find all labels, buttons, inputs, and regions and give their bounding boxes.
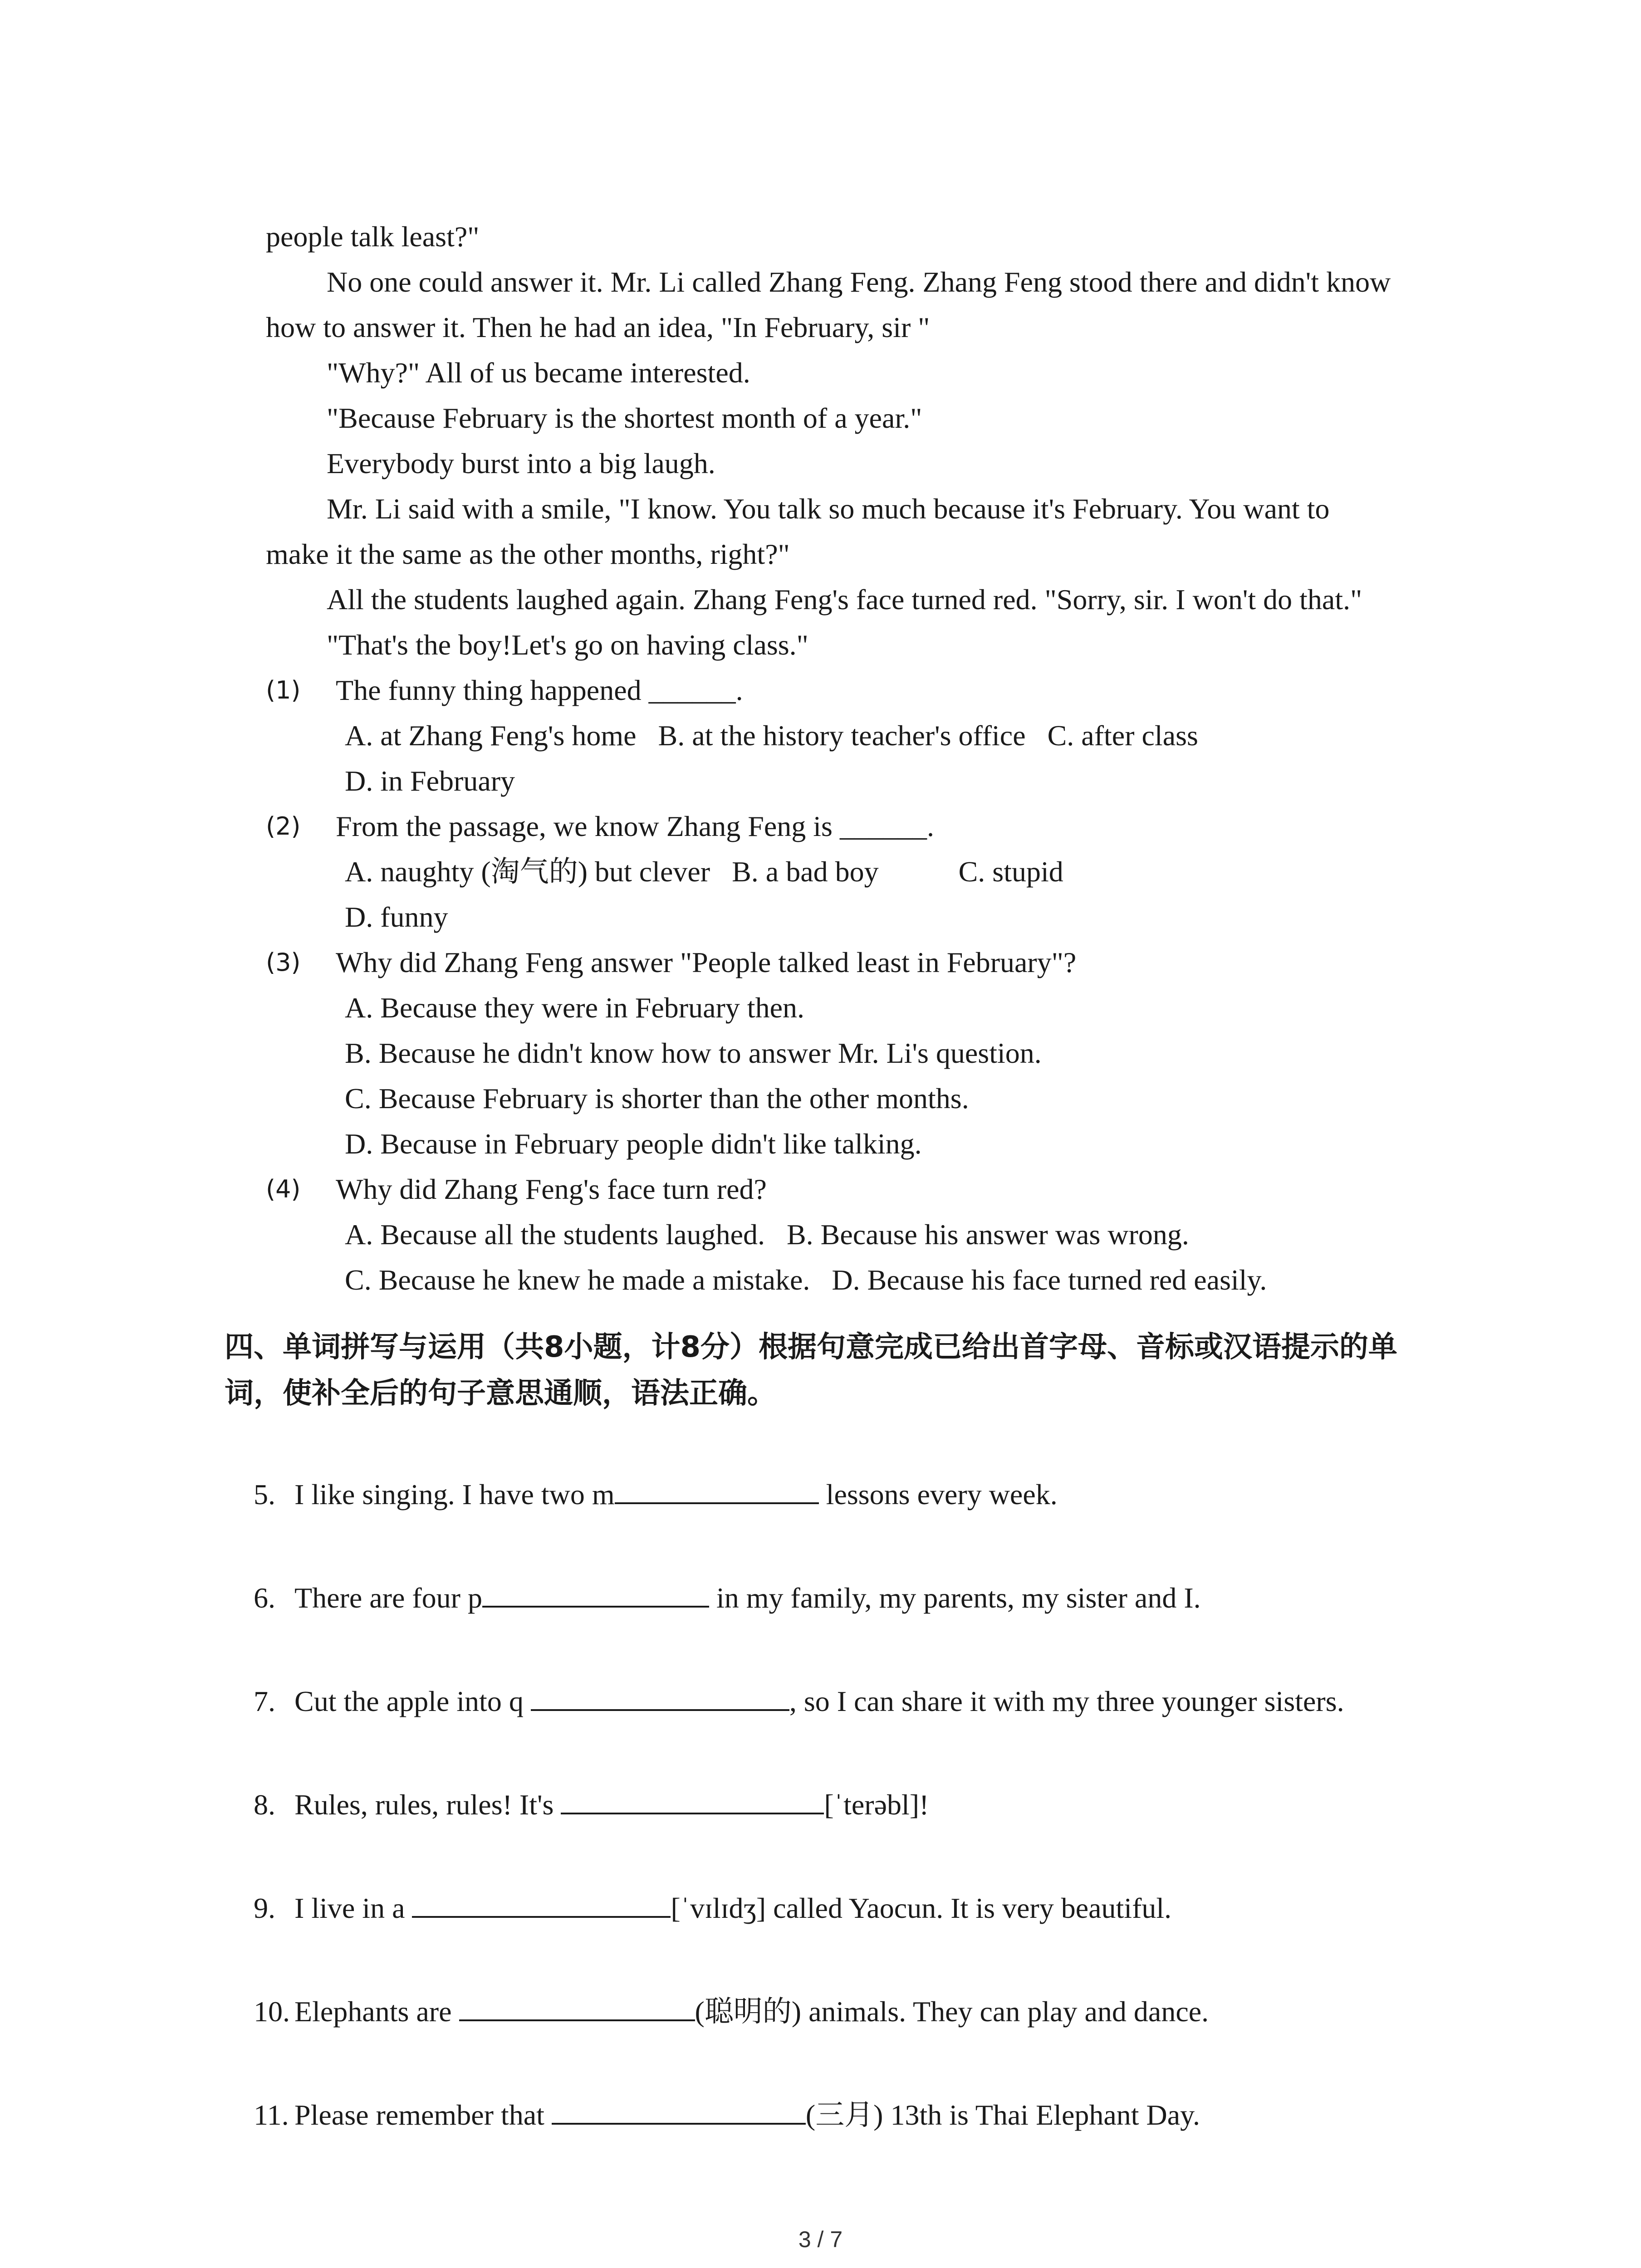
question-options: A. at Zhang Feng's home B. at the history teacher's office C. after class bbox=[345, 719, 1198, 752]
question-options: D. Because in February people didn't like talking. bbox=[345, 1128, 922, 1160]
item-number: 8. bbox=[254, 1789, 275, 1821]
item-number: 5. bbox=[254, 1478, 275, 1510]
item-text-after: (聪明的) animals. They can play and dance. bbox=[695, 1995, 1209, 2028]
item-text-before: I live in a bbox=[294, 1892, 412, 1924]
item-number: 11. bbox=[254, 2099, 289, 2131]
answer-blank[interactable] bbox=[412, 1888, 671, 1918]
item-number: 7. bbox=[254, 1685, 275, 1717]
passage-line: people talk least?" bbox=[266, 220, 480, 253]
item-text-after: lessons every week. bbox=[818, 1478, 1058, 1510]
item-text-after: [ˈvɪlɪdʒ] called Yaocun. It is very beautiful. bbox=[671, 1892, 1172, 1924]
section-heading: 四、单词拼写与运用（共8小题，计8分）根据句意完成已给出首字母、音标或汉语提示的单 bbox=[225, 1330, 1398, 1364]
item-number: 9. bbox=[254, 1892, 275, 1924]
item-text-after: (三月) 13th is Thai Elephant Day. bbox=[805, 2099, 1200, 2131]
passage-line: Mr. Li said with a smile, "I know. You talk so much because it's February. You want to bbox=[327, 493, 1330, 525]
item-text-after: in my family, my parents, my sister and I. bbox=[709, 1582, 1201, 1614]
question-text: Why did Zhang Feng's face turn red? bbox=[336, 1173, 767, 1205]
question-number: (3) bbox=[266, 948, 301, 977]
question-number: (4) bbox=[266, 1175, 301, 1203]
answer-blank[interactable] bbox=[552, 2095, 806, 2125]
question-number: (1) bbox=[266, 676, 301, 704]
item-text-before: There are four p bbox=[294, 1582, 482, 1614]
item-text-after: [ˈterəbl]! bbox=[824, 1789, 929, 1821]
passage-line: All the students laughed again. Zhang Feng's face turned red. "Sorry, sir. I won't do that." bbox=[327, 583, 1362, 616]
item-number: 10. bbox=[254, 1995, 290, 2028]
question-options: D. in February bbox=[345, 765, 515, 797]
passage-line: No one could answer it. Mr. Li called Zhang Feng. Zhang Feng stood there and didn't know bbox=[327, 266, 1391, 298]
item-text-before: Elephants are bbox=[294, 1995, 459, 2028]
answer-blank[interactable] bbox=[459, 1991, 695, 2021]
question-text: Why did Zhang Feng answer "People talked least in February"? bbox=[336, 946, 1077, 978]
item-number: 6. bbox=[254, 1582, 275, 1614]
answer-blank[interactable] bbox=[615, 1474, 819, 1504]
fill-item bbox=[225, 1438, 1058, 1549]
fill-item bbox=[225, 2058, 1200, 2170]
question-options: A. Because all the students laughed. B. Because his answer was wrong. bbox=[345, 1218, 1189, 1251]
question-options: A. Because they were in February then. bbox=[345, 992, 804, 1024]
passage-line: "That's the boy!Let's go on having class." bbox=[327, 629, 808, 661]
question-options: D. funny bbox=[345, 901, 448, 933]
fill-item bbox=[225, 1541, 1201, 1652]
fill-item bbox=[225, 1852, 1171, 1963]
answer-blank[interactable] bbox=[561, 1784, 824, 1814]
item-text-before: I like singing. I have two m bbox=[294, 1478, 615, 1510]
section-heading: 词，使补全后的句子意思通顺，语法正确。 bbox=[225, 1377, 776, 1410]
item-text-before: Rules, rules, rules! It's bbox=[294, 1789, 561, 1821]
question-options: C. Because he knew he made a mistake. D. Because his face turned red easily. bbox=[345, 1264, 1267, 1296]
question-options: B. Because he didn't know how to answer Mr. Li's question. bbox=[345, 1037, 1042, 1069]
fill-item bbox=[225, 1955, 1209, 2066]
item-text-before: Please remember that bbox=[294, 2099, 552, 2131]
passage-line: "Because February is the shortest month of a year." bbox=[327, 402, 922, 434]
passage-line: "Why?" All of us became interested. bbox=[327, 357, 750, 389]
fill-item bbox=[225, 1748, 929, 1859]
answer-blank[interactable] bbox=[531, 1681, 789, 1711]
passage-line: how to answer it. Then he had an idea, "In February, sir " bbox=[266, 311, 930, 343]
passage-line: Everybody burst into a big laugh. bbox=[327, 447, 715, 479]
answer-blank[interactable] bbox=[482, 1578, 709, 1608]
item-text-after: , so I can share it with my three younger sisters. bbox=[789, 1685, 1344, 1717]
item-text-before: Cut the apple into q bbox=[294, 1685, 531, 1717]
passage-line: make it the same as the other months, right?" bbox=[266, 538, 790, 570]
question-options: C. Because February is shorter than the other months. bbox=[345, 1082, 969, 1114]
fill-item bbox=[225, 1645, 1344, 1756]
question-text: The funny thing happened ______. bbox=[336, 674, 743, 706]
question-options: A. naughty (淘气的) but clever B. a bad boy C. stupid bbox=[345, 855, 1063, 888]
question-text: From the passage, we know Zhang Feng is ______. bbox=[336, 810, 934, 842]
question-number: (2) bbox=[266, 812, 301, 841]
page-indicator: 3 / 7 bbox=[798, 2227, 843, 2252]
